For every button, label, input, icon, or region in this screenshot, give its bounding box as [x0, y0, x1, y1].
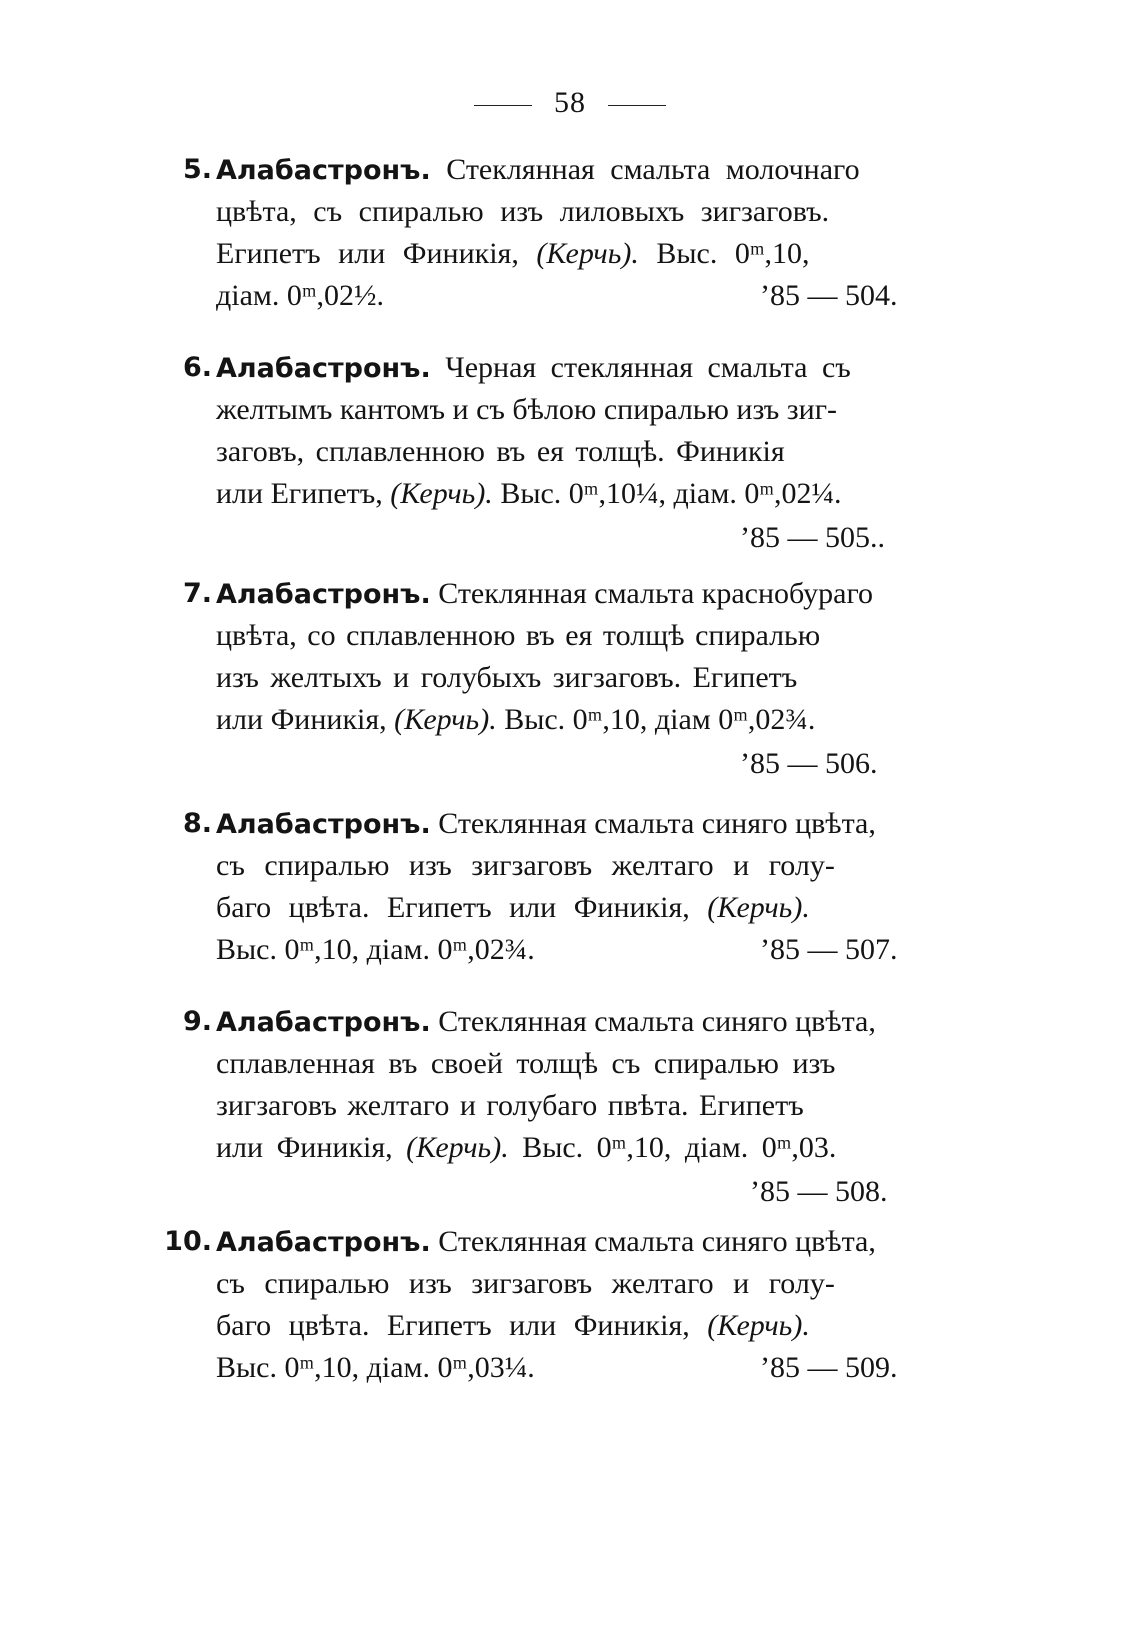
dimensions: Выс. 0ᵐ,10,	[656, 237, 810, 270]
inventory-number: ’85 — 509.	[760, 1351, 898, 1384]
entry-heading: Алабастронъ.	[216, 1007, 431, 1038]
entry-line: цвѣта, съ спиралью изъ лиловыхъ зигзаговъ.	[216, 195, 830, 228]
entry-line: Выс. 0ᵐ,10, діам. 0ᵐ,02¾.	[216, 933, 535, 966]
entry-text: Стеклянная смальта синяго цвѣта,	[438, 1005, 876, 1038]
entry-line	[216, 886, 810, 930]
entry-text: Стеклянная смальта синяго цвѣта,	[438, 807, 876, 840]
provenance: (Керчь).	[390, 477, 493, 510]
entry-number: 9.	[182, 1006, 212, 1037]
page-number: 58	[554, 86, 586, 119]
page-header	[0, 86, 1140, 120]
entry-text: Черная стеклянная смальта съ	[445, 351, 851, 384]
entry-line	[216, 1304, 810, 1348]
dimensions: Выс. 0ᵐ,10, діам 0ᵐ,02¾.	[504, 703, 816, 736]
entry-text: Египетъ или Финикія,	[216, 237, 519, 270]
entry-number: 10.	[164, 1226, 212, 1257]
dimensions: Выс. 0ᵐ,10¼, діам. 0ᵐ,02¼.	[500, 477, 842, 510]
entry-line: съ спиралью изъ зигзаговъ желтаго и голу-	[216, 1267, 835, 1300]
entry-text: или Финикія,	[216, 1131, 393, 1164]
entry-text: баго цвѣта. Египетъ или Финикія,	[216, 891, 690, 924]
entry-number: 8.	[182, 808, 212, 839]
entry-line	[216, 346, 851, 390]
provenance: (Керчь).	[406, 1131, 509, 1164]
dimensions: Выс. 0ᵐ,10, діам. 0ᵐ,03.	[522, 1131, 837, 1164]
entry-heading: Алабастронъ.	[216, 579, 431, 610]
entry-text: Стеклянная смальта молочнаго	[446, 153, 860, 186]
entry-line	[216, 1220, 876, 1264]
entry-line	[216, 802, 876, 846]
header-rule-right	[608, 105, 666, 106]
inventory-number: ’85 — 507.	[760, 933, 898, 966]
entry-line: сплавленная въ своей толщѣ съ спиралью изъ	[216, 1047, 836, 1080]
entry-heading: Алабастронъ.	[216, 353, 431, 384]
entry-line	[216, 232, 810, 276]
entry-line	[216, 572, 873, 616]
inventory-number: ’85 — 508.	[750, 1175, 888, 1208]
entry-line	[216, 472, 842, 516]
entry-text: Стеклянная смальта краснобураго	[438, 577, 874, 610]
entry-number: 7.	[182, 578, 212, 609]
entry-heading: Алабастронъ.	[216, 1227, 431, 1258]
inventory-number: ’85 — 505..	[740, 521, 885, 554]
entry-heading: Алабастронъ.	[216, 155, 431, 186]
entry-line	[216, 1126, 836, 1170]
entry-number: 5.	[182, 154, 212, 185]
entry-heading: Алабастронъ.	[216, 809, 431, 840]
entry-line: изъ желтыхъ и голубыхъ зигзаговъ. Египетъ	[216, 661, 798, 694]
entry-line	[216, 1000, 876, 1044]
entry-line	[216, 148, 860, 192]
entry-line: заговъ, сплавленною въ ея толщѣ. Финикія	[216, 435, 785, 468]
entry-line: съ спиралью изъ зигзаговъ желтаго и голу-	[216, 849, 835, 882]
entry-number: 6.	[182, 352, 212, 383]
entry-text: или Финикія,	[216, 703, 387, 736]
entry-line: діам. 0ᵐ,02½.	[216, 279, 385, 312]
entry-line: Выс. 0ᵐ,10, діам. 0ᵐ,03¼.	[216, 1351, 535, 1384]
provenance: (Керчь).	[394, 703, 497, 736]
entry-text: баго цвѣта. Египетъ или Финикія,	[216, 1309, 690, 1342]
entry-line: зигзаговъ желтаго и голубаго пвѣта. Египетъ	[216, 1089, 804, 1122]
entry-line	[216, 698, 815, 742]
header-rule-left	[474, 105, 532, 106]
entry-line: желтымъ кантомъ и съ бѣлою спиралью изъ зиг-	[216, 393, 838, 426]
inventory-number: ’85 — 506.	[740, 747, 878, 780]
provenance: (Керчь).	[536, 237, 639, 270]
provenance: (Керчь).	[707, 1309, 810, 1342]
entry-text: Стеклянная смальта синяго цвѣта,	[438, 1225, 876, 1258]
entry-text: или Египетъ,	[216, 477, 383, 510]
entry-line: цвѣта, со сплавленною въ ея толщѣ спиралью	[216, 619, 821, 652]
provenance: (Керчь).	[707, 891, 810, 924]
inventory-number: ’85 — 504.	[760, 279, 898, 312]
